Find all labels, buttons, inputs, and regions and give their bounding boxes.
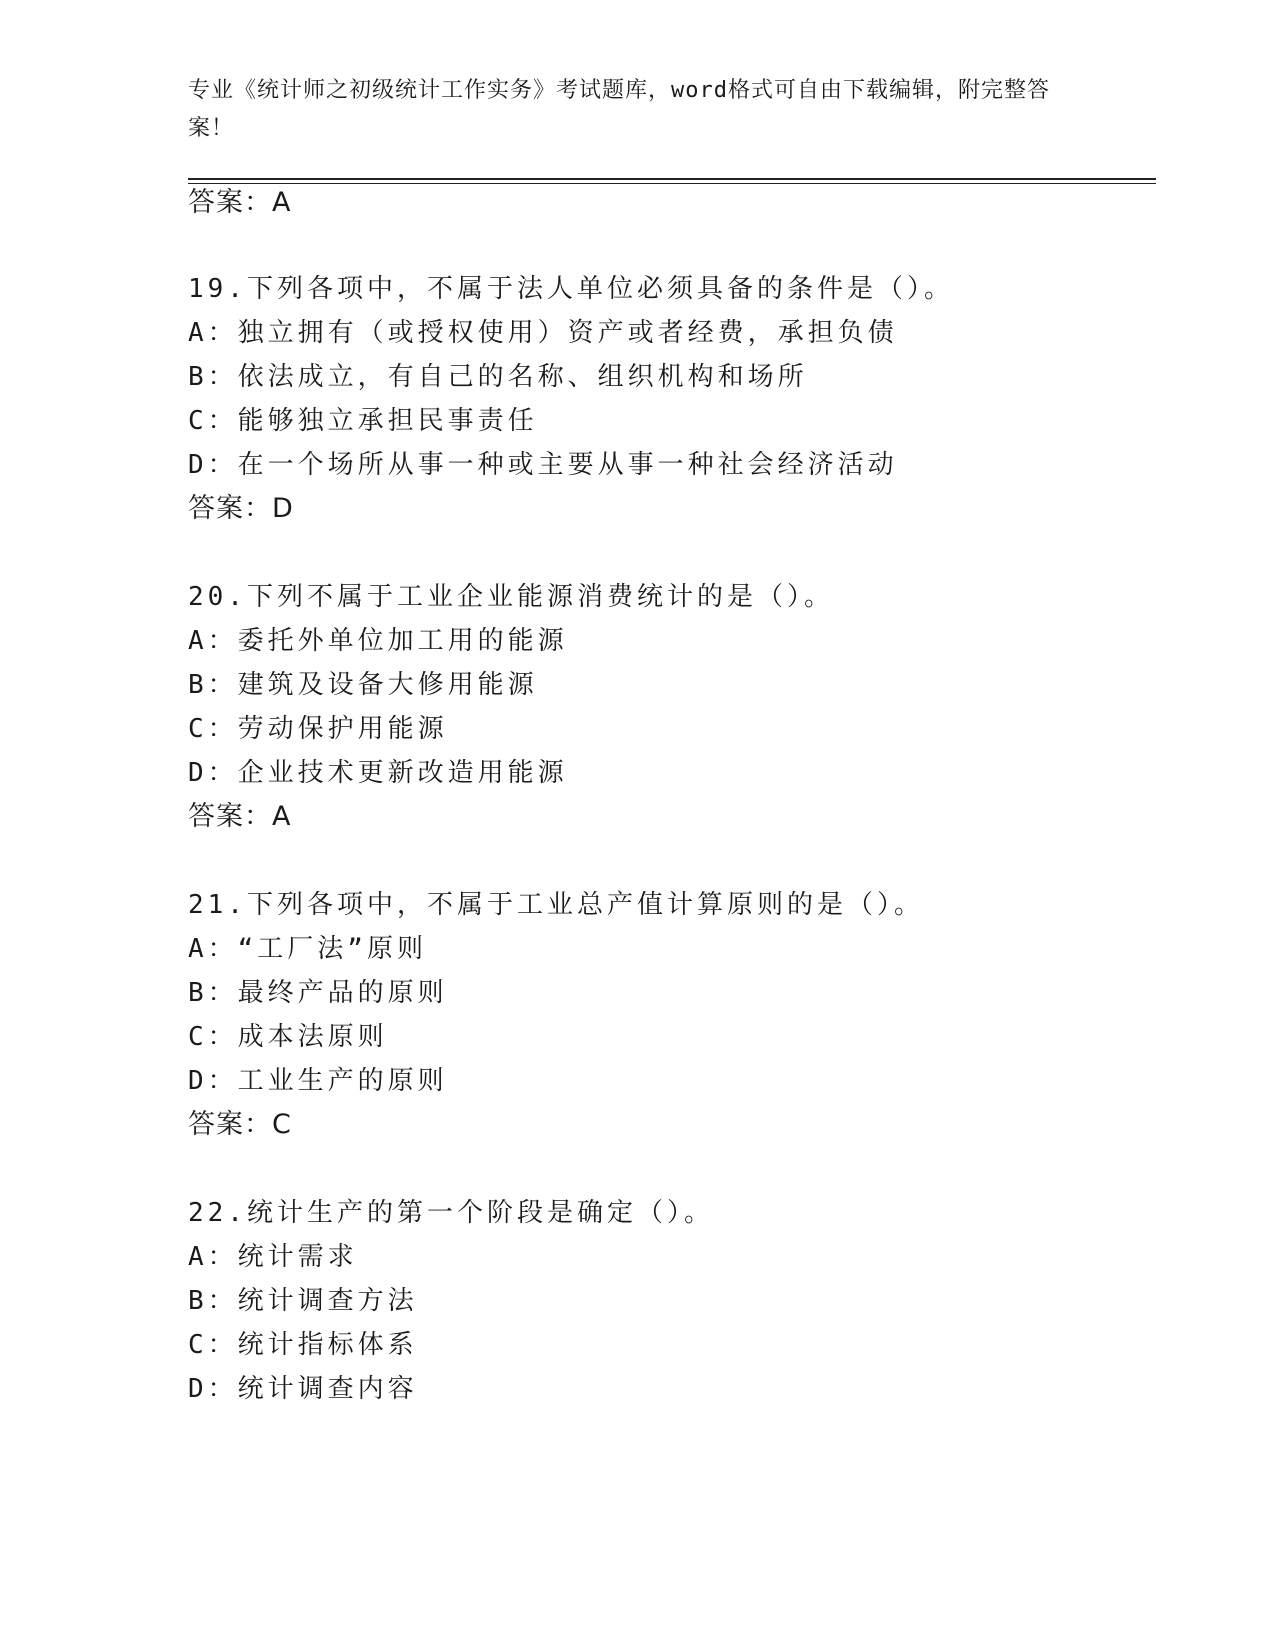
header-divider-thin [188, 183, 1156, 184]
question-21-option-c: C：成本法原则 [188, 1022, 388, 1052]
question-21-answer: 答案：C [188, 1109, 292, 1140]
question-22-option-a: A：统计需求 [188, 1242, 358, 1272]
question-21-option-b: B：最终产品的原则 [188, 978, 448, 1008]
document-header [188, 72, 1088, 148]
question-22-stem: 22.统计生产的第一个阶段是确定（）。 [188, 1198, 714, 1228]
question-19-option-a: A：独立拥有（或授权使用）资产或者经费，承担负债 [188, 318, 898, 348]
question-22-option-c: C：统计指标体系 [188, 1330, 418, 1360]
question-20-stem: 20.下列不属于工业企业能源消费统计的是（）。 [188, 582, 834, 612]
question-20-option-b: B：建筑及设备大修用能源 [188, 670, 538, 700]
question-20-option-c: C：劳动保护用能源 [188, 714, 448, 744]
question-19-option-c: C：能够独立承担民事责任 [188, 406, 538, 436]
question-22-option-b: B：统计调查方法 [188, 1286, 418, 1316]
question-21-option-d: D：工业生产的原则 [188, 1066, 448, 1096]
question-19-stem: 19.下列各项中，不属于法人单位必须具备的条件是（）。 [188, 274, 954, 304]
header-divider-thick [188, 178, 1156, 180]
header-intro: 专业《统计师之初级统计工作实务》考试题库，word格式可自由下载编辑，附完整答案！ [188, 78, 1050, 141]
question-22-option-d: D：统计调查内容 [188, 1374, 418, 1404]
previous-answer: 答案：A [188, 187, 292, 218]
question-20-answer: 答案：A [188, 801, 292, 832]
question-19-option-d: D：在一个场所从事一种或主要从事一种社会经济活动 [188, 450, 898, 480]
question-21-option-a: A：“工厂法”原则 [188, 934, 427, 964]
question-20-option-d: D：企业技术更新改造用能源 [188, 758, 568, 788]
question-21-stem: 21.下列各项中，不属于工业总产值计算原则的是（）。 [188, 890, 924, 920]
question-20-option-a: A：委托外单位加工用的能源 [188, 626, 568, 656]
question-19-option-b: B：依法成立，有自己的名称、组织机构和场所 [188, 362, 808, 392]
question-19-answer: 答案：D [188, 493, 294, 524]
